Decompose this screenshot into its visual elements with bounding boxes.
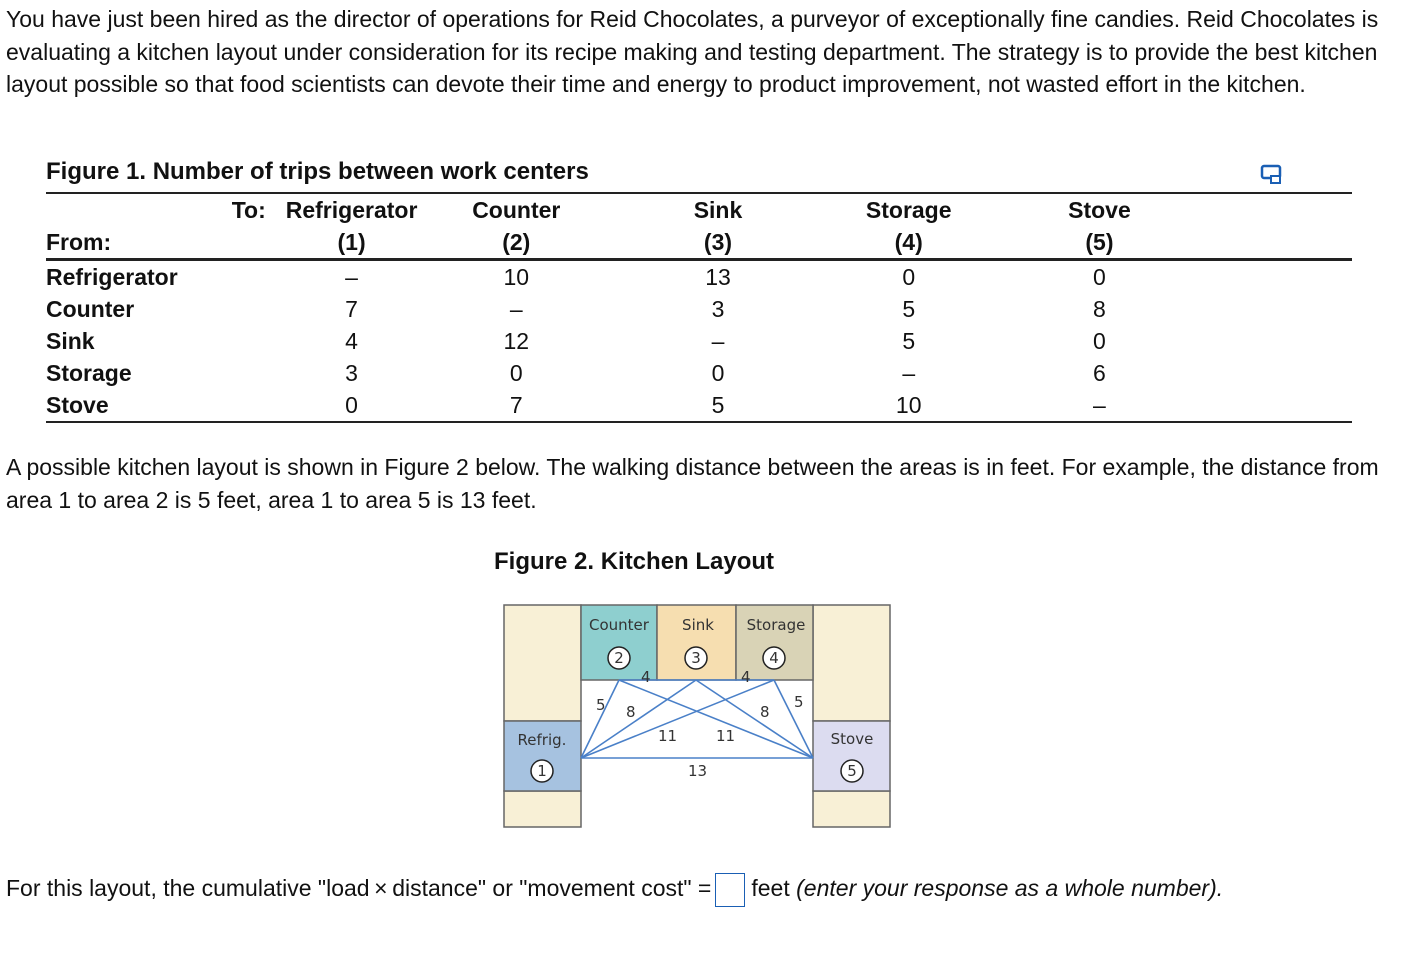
- spacer: [1202, 357, 1352, 389]
- col-header-name: Storage: [821, 193, 997, 226]
- spacer: [1202, 389, 1352, 422]
- col-header-name: Counter: [417, 193, 615, 226]
- table-cell: 5: [902, 295, 916, 322]
- distance-lines: [581, 680, 813, 758]
- table-header-row-names: [46, 193, 1352, 226]
- row-label: Sink: [46, 327, 95, 354]
- col-header-num: (1): [286, 226, 418, 260]
- col-header-num: (4): [821, 226, 997, 260]
- storage-label: Storage: [746, 616, 806, 634]
- right-cabinet-bottom: [813, 791, 890, 827]
- answer-input[interactable]: [715, 873, 745, 907]
- table-cell: 13: [705, 263, 731, 290]
- table-cell: 7: [345, 295, 358, 322]
- table-cell: –: [997, 389, 1203, 422]
- table-cell: 6: [1093, 359, 1106, 386]
- answer-line: [6, 873, 1223, 907]
- spacer: [1202, 293, 1352, 325]
- spacer: [1202, 260, 1352, 294]
- answer-hint: (enter your response as a whole number).: [796, 875, 1224, 902]
- table-cell: 0: [509, 359, 523, 386]
- table-cell: 4: [345, 327, 358, 354]
- table-cell: 12: [503, 327, 530, 354]
- spacer: [1202, 325, 1352, 357]
- table-cell: –: [345, 263, 358, 290]
- stove-label: Stove: [830, 730, 874, 748]
- table-cell: –: [711, 327, 725, 354]
- table-row: [46, 389, 1352, 422]
- col-header-name: Refrigerator: [286, 193, 418, 226]
- table-cell: 5: [902, 327, 916, 354]
- to-label: To:: [46, 193, 286, 226]
- table-cell: –: [902, 359, 916, 386]
- table-row: [46, 325, 1352, 357]
- table-cell: 5: [615, 389, 821, 422]
- distance-3-5: 8: [760, 703, 770, 721]
- row-label: Stove: [46, 389, 286, 422]
- distance-1-5: 13: [688, 762, 708, 780]
- sink-label: Sink: [682, 616, 714, 634]
- layout-description: A possible kitchen layout is shown in Figure 2 below. The walking distance between the areas is in feet. For example, the distance from area 1 to area 2 is 5 feet, area 1 to area 5 is 13 feet.: [6, 454, 1379, 513]
- row-label: Storage: [46, 359, 132, 386]
- table-cell: 0: [286, 389, 418, 422]
- counter-label: Counter: [589, 616, 649, 634]
- distance-1-3: 8: [626, 703, 636, 721]
- col-header-name: Stove: [997, 193, 1203, 226]
- spacer: [1202, 226, 1352, 260]
- distance-4-5: 5: [794, 693, 804, 711]
- table-cell: 10: [503, 263, 530, 290]
- table-cell: –: [509, 295, 523, 322]
- line-4-5: [774, 680, 813, 758]
- right-cabinet-top: [813, 605, 890, 721]
- table-cell: 0: [1093, 263, 1106, 290]
- table-cell: 10: [821, 389, 997, 422]
- table-cell: 0: [902, 263, 916, 290]
- distance-1-4: 11: [658, 727, 678, 745]
- storage-number: 4: [769, 649, 779, 667]
- table-row: [46, 293, 1352, 325]
- stove-number: 5: [847, 762, 857, 780]
- kitchen-layout-diagram: [502, 603, 894, 831]
- table-cell: 3: [345, 359, 358, 386]
- col-header-num: (3): [615, 226, 821, 260]
- line-2-5: [619, 680, 813, 758]
- from-label: From:: [46, 226, 286, 260]
- refrig-label: Refrig.: [517, 731, 567, 749]
- line-3-5: [696, 680, 813, 758]
- answer-unit: feet: [751, 875, 790, 902]
- table-cell: 0: [711, 359, 725, 386]
- table-cell: 3: [711, 295, 725, 322]
- counter-number: 2: [614, 649, 624, 667]
- left-cabinet-bottom: [504, 791, 581, 827]
- table-header-row-nums: [46, 226, 1352, 260]
- trips-table: [46, 192, 1352, 423]
- col-header-num: (5): [997, 226, 1203, 260]
- left-cabinet-top: [504, 605, 581, 721]
- trips-table-container: [46, 192, 1352, 423]
- table-cell: 0: [1093, 327, 1106, 354]
- distance-1-2: 5: [596, 696, 606, 714]
- figure1-title: Figure 1. Number of trips between work centers: [46, 158, 589, 185]
- table-row: [46, 357, 1352, 389]
- table-cell: 8: [1093, 295, 1106, 322]
- line-1-2: [581, 680, 619, 758]
- distance-2-3: 4: [641, 668, 651, 686]
- table-cell: 7: [417, 389, 615, 422]
- intro-paragraph: You have just been hired as the director of operations for Reid Chocolates, a purveyor of exceptionally fine candies. Reid Chocolates is evaluating a kitchen layout under consideration for its recipe making and testing department. The strategy is to provide the best kitchen layout possible so that food scientists can devote their time and energy to product improvement, not wasted effort in the kitchen.: [6, 6, 1379, 97]
- distance-3-4: 4: [741, 668, 751, 686]
- sink-number: 3: [691, 649, 701, 667]
- figure2-title: Figure 2. Kitchen Layout: [494, 548, 775, 575]
- row-label: Refrigerator: [46, 263, 178, 290]
- table-row: [46, 260, 1352, 294]
- copy-icon[interactable]: [1259, 163, 1285, 187]
- col-header-name: Sink: [615, 193, 821, 226]
- distance-2-5: 11: [716, 727, 736, 745]
- row-label: Counter: [46, 295, 135, 322]
- col-header-num: (2): [417, 226, 615, 260]
- spacer: [1202, 193, 1352, 226]
- refrig-number: 1: [537, 762, 547, 780]
- answer-prompt: For this layout, the cumulative "load × distance" or "movement cost" =: [6, 875, 712, 902]
